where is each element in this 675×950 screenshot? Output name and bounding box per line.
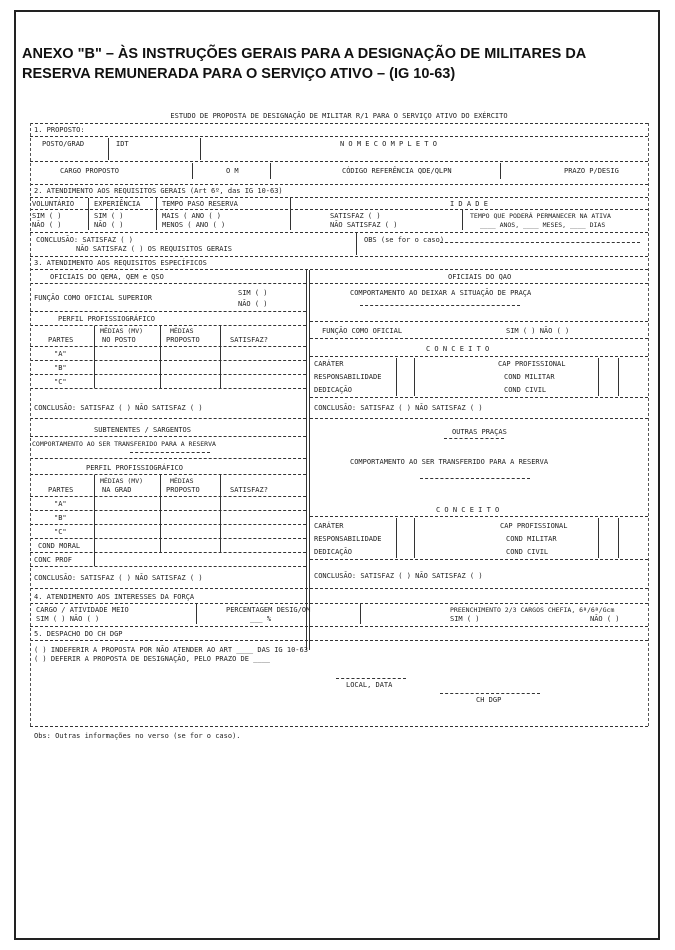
idade-satisfaz[interactable]: SATISFAZ ( )	[330, 212, 381, 220]
funcao-oficial-superior: FUNÇÃO COMO OFICIAL SUPERIOR	[34, 294, 153, 302]
h-partes-2: PARTES	[48, 486, 74, 494]
h-no-posto: NO POSTO	[102, 336, 136, 344]
conc-prof: CONC PROF	[34, 556, 72, 564]
om-label: O M	[226, 167, 239, 175]
vol-sim[interactable]: SIM ( )	[32, 212, 62, 220]
form-heading: ESTUDO DE PROPOSTA DE DESIGNAÇÃO DE MILITAR R/1 PARA O SERVIÇO ATIVO DO EXÉRCITO	[170, 112, 508, 120]
tempo-permanecer: TEMPO QUE PODERÁ PERMANECER NA ATIVA	[470, 212, 611, 220]
carater-2: CARÁTER	[314, 522, 344, 530]
funcao-sup-sim[interactable]: SIM ( )	[238, 289, 268, 297]
h-satisfaz-2: SATISFAZ?	[230, 486, 268, 494]
comport-transf-2: COMPORTAMENTO AO SER TRANSFERIDO PARA A RESERVA	[350, 458, 549, 466]
h-partes: PARTES	[48, 336, 74, 344]
h-proposto: PROPOSTO	[166, 336, 200, 344]
percentagem-desig: PERCENTAGEM DESIG/OM	[226, 606, 311, 614]
idt-label: IDT	[116, 140, 129, 148]
parte-a-2: "A"	[54, 500, 67, 508]
anos-meses-dias: ____ ANOS, ____ MESES, ____ DIAS	[480, 221, 606, 229]
percentagem-valor: ___ %	[250, 615, 272, 623]
cargo-label: CARGO PROPOSTO	[60, 167, 120, 175]
perfil-title-2: PERFIL PROFISSIOGRÁFICO	[86, 464, 183, 472]
section-3-title: 3. ATENDIMENTO AOS REQUISITOS ESPECÍFICOS	[34, 259, 207, 267]
annex-title: ANEXO "B" – ÀS INSTRUÇÕES GERAIS PARA A DESIGNAÇÃO DE MILITARES DA RESERVA REMUNERADA PARA O SERVIÇO ATIVO – (IG 10-63)	[22, 46, 586, 82]
parte-b-2: "B"	[54, 514, 67, 522]
conclusao-outras[interactable]: CONCLUSÃO: SATISFAZ ( ) NÃO SATISFAZ ( )	[314, 572, 483, 580]
dedicacao-2: DEDICAÇÃO	[314, 548, 352, 556]
funcao-sup-nao[interactable]: NÃO ( )	[238, 300, 268, 308]
section-1-title: 1. PROPOSTO:	[34, 126, 85, 134]
funcao-oficial: FUNÇÃO COMO OFICIAL	[322, 327, 403, 335]
cond-civil-2: COND CIVIL	[506, 548, 549, 556]
cond-mil-1: COND MILITAR	[504, 373, 555, 381]
conclusao-qao[interactable]: CONCLUSÃO: SATISFAZ ( ) NÃO SATISFAZ ( )	[314, 404, 483, 412]
section-5-title: 5. DESPACHO DO CH DGP	[34, 630, 123, 638]
cond-moral: COND MORAL	[38, 542, 81, 550]
obs-note: Obs: Outras informações no verso (se for o caso).	[34, 732, 241, 740]
conceito-2: C O N C E I T O	[436, 506, 500, 514]
codigo-label: CÓDIGO REFERÊNCIA QDE/QLPN	[342, 167, 452, 175]
indeferir-option[interactable]: ( ) INDEFERIR A PROPOSTA POR NÃO ATENDER AO ART ____ DAS IG 10-63	[34, 646, 308, 654]
oficiais-qao: OFICIAIS DO QAO	[448, 273, 512, 281]
posto-label: POSTO/GRAD	[42, 140, 85, 148]
comport-transf-1: COMPORTAMENTO AO SER TRANSFERIDO PARA A RESERVA	[32, 440, 216, 448]
h-medias: MÉDIAS	[170, 327, 194, 335]
preench-sim[interactable]: SIM ( )	[450, 615, 480, 623]
local-data: LOCAL, DATA	[346, 681, 393, 689]
conclusao-oficiais[interactable]: CONCLUSÃO: SATISFAZ ( ) NÃO SATISFAZ ( )	[34, 404, 203, 412]
cargo-atividade-meio: CARGO / ATIVIDADE MEIO	[36, 606, 129, 614]
outras-pracas: OUTRAS PRAÇAS	[452, 428, 507, 436]
cond-civil-1: COND CIVIL	[504, 386, 547, 394]
exp-nao[interactable]: NÃO ( )	[94, 221, 124, 229]
conceito-1: C O N C E I T O	[426, 345, 490, 353]
s2-conclusao[interactable]: CONCLUSÃO: SATISFAZ ( )	[36, 236, 133, 244]
conclusao-sargentos[interactable]: CONCLUSÃO: SATISFAZ ( ) NÃO SATISFAZ ( )	[34, 574, 203, 582]
tempo-header: TEMPO PASO RESERVA	[162, 200, 238, 208]
cap-prof-2: CAP PROFISSIONAL	[500, 522, 568, 530]
parte-c-2: "C"	[54, 528, 67, 536]
tempo-menos[interactable]: MENOS ( ANO ( )	[162, 221, 226, 229]
carater-1: CARÁTER	[314, 360, 344, 368]
tempo-mais[interactable]: MAIS ( ANO ( )	[162, 212, 222, 220]
h-medias-mv: MÉDIAS (MV)	[100, 327, 144, 335]
deferir-option[interactable]: ( ) DEFERIR A PROPOSTA DE DESIGNAÇÃO, PELO PRAZO DE ____	[34, 655, 271, 663]
cap-prof-1: CAP PROFISSIONAL	[498, 360, 566, 368]
parte-c-1: "C"	[54, 378, 67, 386]
respons-1: RESPONSABILIDADE	[314, 373, 382, 381]
h-medias-2: MÉDIAS	[170, 477, 194, 485]
voluntario-header: VOLUNTÁRIO	[32, 200, 75, 208]
vol-nao[interactable]: NÃO ( )	[32, 221, 62, 229]
cond-mil-2: COND MILITAR	[506, 535, 557, 543]
h-na-grad: NA GRAD	[102, 486, 132, 494]
experiencia-header: EXPERIÊNCIA	[94, 200, 141, 208]
idade-header: I D A D E	[450, 200, 488, 208]
parte-b-1: "B"	[54, 364, 67, 372]
respons-2: RESPONSABILIDADE	[314, 535, 382, 543]
parte-a-1: "A"	[54, 350, 67, 358]
h-satisfaz: SATISFAZ?	[230, 336, 268, 344]
section-4-title: 4. ATENDIMENTO AOS INTERESSES DA FORÇA	[34, 593, 195, 601]
subtenentes: SUBTENENTES / SARGENTOS	[94, 426, 191, 434]
preenchimento: PREENCHIMENTO 2/3 CARGOS CHEFIA, 6ª/6ª/Gcm	[450, 606, 615, 614]
oficiais-qema: OFICIAIS DO QEMA, QEM e QSO	[50, 273, 164, 281]
ch-dgp-signature: CH DGP	[476, 696, 502, 704]
document-page	[14, 10, 660, 940]
h-medias-mv-2: MÉDIAS (MV)	[100, 477, 144, 485]
idade-nao-satisfaz[interactable]: NÃO SATISFAZ ( )	[330, 221, 398, 229]
exp-sim[interactable]: SIM ( )	[94, 212, 124, 220]
section-2-title: 2. ATENDIMENTO AOS REQUISITOS GERAIS (Art 6º, das IG 10-63)	[34, 187, 283, 195]
perfil-title-1: PERFIL PROFISSIOGRÁFICO	[58, 315, 155, 323]
h-proposto-2: PROPOSTO	[166, 486, 200, 494]
cargo-meio-simnao[interactable]: SIM ( ) NÃO ( )	[36, 615, 100, 623]
dedicacao-1: DEDICAÇÃO	[314, 386, 352, 394]
nome-label: N O M E C O M P L E T O	[340, 140, 437, 148]
preench-nao[interactable]: NÃO ( )	[590, 615, 620, 623]
s2-obs: OBS (se for o caso)	[364, 236, 445, 244]
s2-conclusao-nao[interactable]: NÃO SATISFAZ ( ) OS REQUISITOS GERAIS	[76, 245, 232, 253]
prazo-label: PRAZO P/DESIG	[564, 167, 619, 175]
comport-deixar: COMPORTAMENTO AO DEIXAR A SITUAÇÃO DE PRAÇA	[350, 289, 532, 297]
funcao-oficial-simnao[interactable]: SIM ( ) NÃO ( )	[506, 327, 570, 335]
